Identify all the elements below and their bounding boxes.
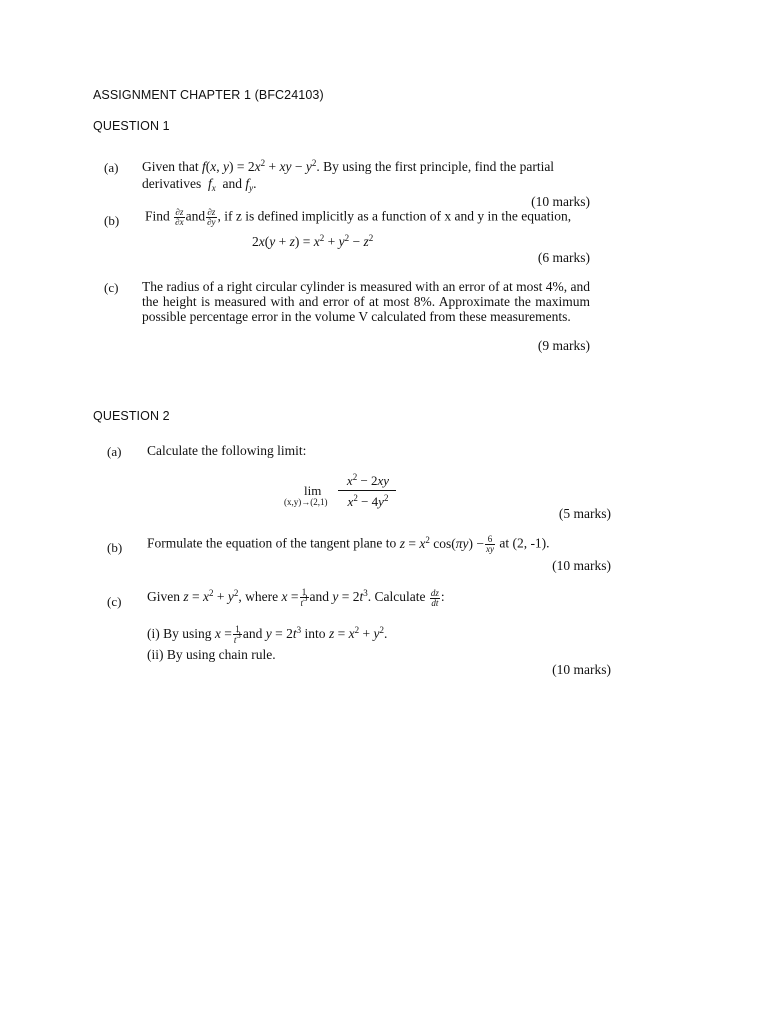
- q2c-part-ii: (ii) By using chain rule.: [147, 647, 276, 662]
- q2c-x: x = $\frac{1}{t^3}$: [281, 587, 308, 608]
- q1c-label: (c): [104, 280, 119, 295]
- q2a-denominator: $x^2 - 4y^2$: [347, 493, 389, 509]
- q1a-line2: derivatives $f_x$ and $f_y$.: [142, 176, 257, 193]
- q1b-marks: (6 marks): [537, 250, 590, 265]
- q1c-text: The radius of a right circular cylinder is measured with an error of at most 4%, and the height is measured with and error of at most 8%. Approximate the maximum possible percentage error in the volume V calculated from these measurements.: [142, 279, 590, 324]
- q2c-part-i: (i) By using x = $\frac{1}{t^3}$ and $y = 2t^3$ into $z = x^2 + y^2$.: [147, 624, 388, 645]
- q1b-label: (b): [104, 213, 120, 228]
- q2b-label: (b): [107, 540, 123, 555]
- q2a-fraction-bar: [338, 490, 396, 491]
- q1a-marks: (10 marks): [531, 194, 590, 209]
- question-1-title: QUESTION 1: [93, 119, 170, 133]
- q1a-function-f: f(x, $y) = 2x^2$ + xy − $y^2$: [202, 158, 317, 174]
- q2c-label: (c): [107, 594, 122, 609]
- q2c-y: $y = 2t^3$: [332, 588, 368, 605]
- q1a-label: (a): [104, 160, 119, 175]
- q2a-lim-under: (x,y)→(2,1): [284, 497, 328, 507]
- assignment-title: ASSIGNMENT CHAPTER 1 (BFC24103): [93, 88, 324, 102]
- q2a-label: (a): [107, 444, 122, 459]
- q1a-fy: $f_y$.: [245, 176, 257, 193]
- question-2-title: QUESTION 2: [93, 409, 170, 423]
- q2a-marks: (5 marks): [558, 506, 611, 521]
- q1b-equation: $2x(y + z) = x^2 + y^2 - z^2$: [252, 233, 374, 249]
- q1c-marks: (9 marks): [537, 338, 590, 353]
- q2b-function: $z = x^2$ cos(πy) − $\frac{6}{xy}$: [399, 534, 494, 554]
- q2b-marks: (10 marks): [552, 558, 611, 573]
- q2a-lim: lim: [304, 483, 322, 498]
- q2c-i-y: $y = 2t^3$: [265, 625, 302, 642]
- q2a-text: Calculate the following limit:: [147, 443, 307, 458]
- q1b-dz-dy: $\frac{\partial z}{\partial y}$: [207, 207, 216, 227]
- q2c-marks: (10 marks): [552, 662, 611, 677]
- q1a-line1: Given that f(x, $y) = 2x^2$ + xy − $y^2$. By using the first principle, find the partial: [142, 158, 555, 174]
- q2c-line1: Given $z = x^2 + y^2$, where x = $\frac{1}{t^3}$ and $y = 2t^3$. Calculate $\frac{dz}{dt}$ :: [147, 587, 445, 608]
- q1a-fx: $f_x$: [207, 176, 216, 193]
- q1b-dz-dx: $\frac{\partial z}{\partial x}$: [175, 207, 184, 227]
- q2a-numerator: $x^2 - 2xy$: [346, 472, 390, 488]
- q2c-i-z: $z = x^2 + y^2$.: [328, 625, 388, 642]
- q2c-i-x: x = $\frac{1}{t^3}$: [214, 624, 241, 645]
- q2c-z: $z = x^2 + y^2$: [183, 588, 239, 605]
- q2b-line: Formulate the equation of the tangent plane to $z = x^2$ cos(πy) − $\frac{6}{xy}$ at (2, -1).: [147, 534, 550, 554]
- q1b-line1: Find $\frac{\partial z}{\partial x}$ and $\frac{\partial z}{\partial y}$ , if z is defined implicitly as a function of x and y in the equation,: [145, 207, 572, 227]
- q2a-limit-expression: [284, 470, 404, 512]
- q2c-dz-dt: $\frac{dz}{dt}$: [430, 587, 439, 608]
